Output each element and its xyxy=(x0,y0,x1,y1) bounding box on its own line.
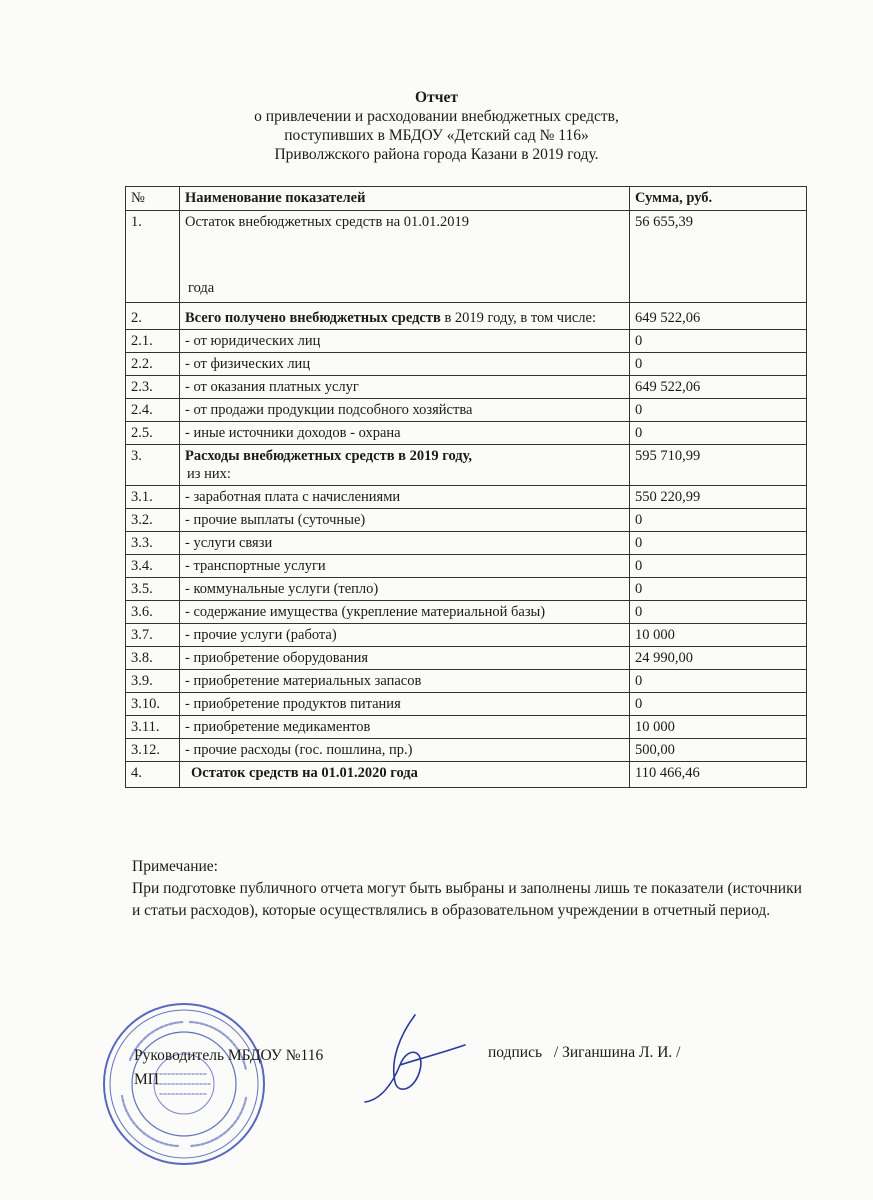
col-header-name: Наименование показателей xyxy=(180,187,630,211)
row-num: 4. xyxy=(126,762,180,788)
row-name xyxy=(180,303,630,330)
row-num: 3.2. xyxy=(126,509,180,532)
table-row xyxy=(126,670,807,693)
row-sum: 10 000 xyxy=(630,624,807,647)
row-sum: 0 xyxy=(630,578,807,601)
signer-name: / Зиганшина Л. И. / xyxy=(553,1044,681,1061)
handwritten-signature xyxy=(360,1010,470,1110)
row-name: - от продажи продукции подсобного хозяйства xyxy=(180,399,630,422)
note-heading: Примечание: xyxy=(132,858,218,875)
row-name: - приобретение материальных запасов xyxy=(180,670,630,693)
row-sum: 0 xyxy=(630,509,807,532)
row-sum: 595 710,99 xyxy=(630,445,807,486)
row-sum: 24 990,00 xyxy=(630,647,807,670)
row-num: 3.6. xyxy=(126,601,180,624)
row-name: - приобретение продуктов питания xyxy=(180,693,630,716)
col-header-num: № xyxy=(126,187,180,211)
row-num: 2.2. xyxy=(126,353,180,376)
table-row xyxy=(126,762,807,788)
table-row xyxy=(126,601,807,624)
row-sum: 500,00 xyxy=(630,739,807,762)
row-num: 3.4. xyxy=(126,555,180,578)
row-name: - прочие выплаты (суточные) xyxy=(180,509,630,532)
signer-position: Руководитель МБДОУ №116 xyxy=(134,1047,324,1064)
row-name: - от физических лиц xyxy=(180,353,630,376)
row-num: 2.4. xyxy=(126,399,180,422)
table-row xyxy=(126,445,807,486)
table-row xyxy=(126,739,807,762)
row-num: 3.5. xyxy=(126,578,180,601)
row-sum: 56 655,39 xyxy=(630,211,807,303)
row-name: - приобретение медикаментов xyxy=(180,716,630,739)
row-name-text: в 2019 году, в том числе: xyxy=(440,310,596,326)
row-sum: 0 xyxy=(630,399,807,422)
row-name: - приобретение оборудования xyxy=(180,647,630,670)
stamp-place-mark: МП xyxy=(134,1071,159,1088)
row-name: - коммунальные услуги (тепло) xyxy=(180,578,630,601)
row-name-bold: Всего получено внебюджетных средств xyxy=(185,310,441,326)
row-sum: 0 xyxy=(630,555,807,578)
row-name-extra: года xyxy=(188,280,215,296)
row-name: - услуги связи xyxy=(180,532,630,555)
row-sum: 10 000 xyxy=(630,716,807,739)
row-sum: 0 xyxy=(630,422,807,445)
row-name xyxy=(180,762,630,788)
title-line-2: о привлечении и расходовании внебюджетных средств, xyxy=(254,108,619,125)
row-name: - от оказания платных услуг xyxy=(180,376,630,399)
report-title: Отчет xyxy=(415,89,458,106)
row-name: - транспортные услуги xyxy=(180,555,630,578)
report-table xyxy=(125,186,807,788)
signer-block xyxy=(134,1044,323,1092)
row-name: - прочие расходы (гос. пошлина, пр.) xyxy=(180,739,630,762)
note-block xyxy=(132,856,812,922)
row-name-bold: Остаток средств на 01.01.2020 года xyxy=(191,765,418,781)
table-row xyxy=(126,486,807,509)
row-sum: 0 xyxy=(630,532,807,555)
title-line-4: Приволжского района города Казани в 2019 году. xyxy=(274,146,599,163)
row-name: - от юридических лиц xyxy=(180,330,630,353)
table-row xyxy=(126,624,807,647)
row-sum: 0 xyxy=(630,693,807,716)
row-num: 3.7. xyxy=(126,624,180,647)
row-sum: 0 xyxy=(630,670,807,693)
table-row xyxy=(126,509,807,532)
row-num: 3. xyxy=(126,445,180,486)
row-sum: 649 522,06 xyxy=(630,376,807,399)
row-num: 1. xyxy=(126,211,180,303)
table-row xyxy=(126,532,807,555)
signature-label: подпись xyxy=(488,1044,543,1061)
row-sum: 0 xyxy=(630,353,807,376)
row-name xyxy=(180,445,630,486)
signature-line xyxy=(488,1044,680,1062)
row-sum: 110 466,46 xyxy=(630,762,807,788)
table-row xyxy=(126,353,807,376)
row-name: - заработная плата с начислениями xyxy=(180,486,630,509)
row-num: 3.9. xyxy=(126,670,180,693)
row-name-text: из них: xyxy=(187,466,231,482)
table-row xyxy=(126,555,807,578)
col-header-sum: Сумма, руб. xyxy=(630,187,807,211)
row-sum: 649 522,06 xyxy=(630,303,807,330)
row-name: - прочие услуги (работа) xyxy=(180,624,630,647)
table-row xyxy=(126,578,807,601)
row-sum: 550 220,99 xyxy=(630,486,807,509)
note-text: При подготовке публичного отчета могут быть выбраны и заполнены лишь те показатели (источники и статьи расходов), которые осуществлялись в образовательном учреждении в отчетный период. xyxy=(132,880,802,919)
title-block xyxy=(0,88,873,164)
row-name-bold: Расходы внебюджетных средств в 2019 году, xyxy=(185,448,473,464)
row-sum: 0 xyxy=(630,330,807,353)
table-row xyxy=(126,422,807,445)
row-name xyxy=(180,211,630,303)
row-name: - иные источники доходов - охрана xyxy=(180,422,630,445)
row-num: 2.5. xyxy=(126,422,180,445)
row-num: 3.3. xyxy=(126,532,180,555)
row-num: 3.1. xyxy=(126,486,180,509)
table-row xyxy=(126,399,807,422)
title-line-3: поступивших в МБДОУ «Детский сад № 116» xyxy=(284,127,589,144)
row-num: 2. xyxy=(126,303,180,330)
row-num: 3.11. xyxy=(126,716,180,739)
table-header-row xyxy=(126,187,807,211)
row-num: 3.12. xyxy=(126,739,180,762)
row-num: 3.10. xyxy=(126,693,180,716)
table-row xyxy=(126,330,807,353)
row-sum: 0 xyxy=(630,601,807,624)
table-row xyxy=(126,303,807,330)
table-row xyxy=(126,693,807,716)
table-row xyxy=(126,376,807,399)
row-num: 3.8. xyxy=(126,647,180,670)
row-name: - содержание имущества (укрепление материальной базы) xyxy=(180,601,630,624)
row-num: 2.1. xyxy=(126,330,180,353)
table-row xyxy=(126,716,807,739)
table-row xyxy=(126,211,807,303)
table-row xyxy=(126,647,807,670)
row-num: 2.3. xyxy=(126,376,180,399)
row-name-text: Остаток внебюджетных средств на 01.01.2019 xyxy=(185,214,470,230)
